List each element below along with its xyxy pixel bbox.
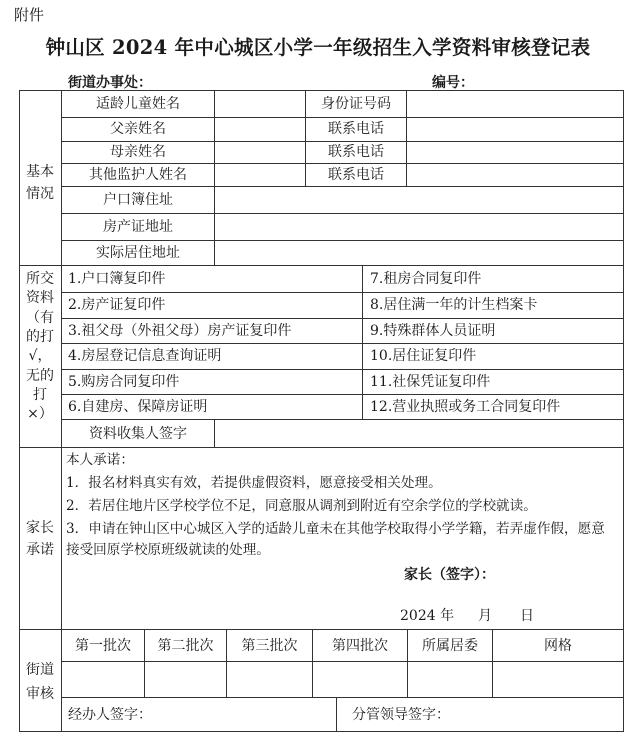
form-title: 钟山区 2024 年中心城区小学一年级招生入学资料审核登记表: [45, 36, 591, 59]
street-office-label: 街道办事处：: [68, 75, 152, 91]
child-name-label: 适龄儿童姓名: [96, 96, 180, 112]
material-item: 11.社保凭证复印件: [370, 374, 491, 390]
materials-section-label: 所交 资料 （有 的打 √， 无的 打 ×）: [26, 271, 54, 423]
guardian-name-label: 其他监护人姓名: [89, 167, 187, 183]
street-review-section-label: 街道 审核: [26, 662, 54, 702]
collector-signature-label: 资料收集人签字: [89, 426, 187, 442]
material-item: 6.自建房、保障房证明: [68, 399, 208, 415]
parent-signature-label: 家长（签字）：: [404, 567, 495, 583]
id-number-label: 身份证号码: [321, 96, 391, 112]
batch-column-header: 第一批次: [75, 638, 131, 654]
pledge-item-3: 3．申请在钟山区中心城区入学的适龄儿童未在其他学校取得小学学籍，若弄虚作假，愿意接受回原学校原班级就读的处理。: [66, 521, 605, 559]
attachment-label: 附件: [14, 6, 45, 24]
pledge-item-1: 1．报名材料真实有效，若提供虚假资料，愿意接受相关处理。: [66, 475, 442, 491]
handler-signature-label: 经办人签字：: [68, 707, 152, 723]
date-day: 日: [520, 608, 534, 624]
basic-info-section-label: 基本 情况: [26, 164, 54, 202]
father-name-label: 父亲姓名: [110, 121, 166, 137]
mother-phone-label: 联系电话: [328, 144, 384, 160]
batch-column-header: 第三批次: [241, 638, 298, 654]
guardian-phone-label: 联系电话: [328, 167, 384, 183]
material-item: 4.房屋登记信息查询证明: [68, 348, 222, 364]
material-item: 3.祖父母（外祖父母）房产证复印件: [68, 323, 292, 339]
property-address-label: 房产证地址: [103, 219, 173, 235]
hukou-address-label: 户口簿住址: [103, 192, 173, 208]
serial-number-label: 编号：: [432, 75, 474, 91]
grid-column-header: 网格: [544, 638, 572, 654]
residence-address-label: 实际居住地址: [96, 245, 180, 261]
material-item: 2.房产证复印件: [68, 297, 166, 313]
pledge-title: 本人承诺：: [66, 452, 134, 468]
batch-column-header: 第二批次: [157, 638, 214, 654]
material-item: 5.购房合同复印件: [68, 374, 180, 390]
material-item: 8.居住满一年的计生档案卡: [370, 297, 538, 313]
material-item: 1.户口簿复印件: [68, 271, 166, 287]
leader-signature-label: 分管领导签字：: [352, 707, 450, 723]
parent-pledge-section-label: 家长 承诺: [26, 520, 54, 558]
date-month: 月: [478, 608, 492, 624]
material-item: 7.租房合同复印件: [370, 271, 482, 287]
pledge-item-2: 2．若居住地片区学校学位不足，同意服从调剂到附近有空余学位的学校就读。: [66, 498, 537, 514]
date-year: 2024 年: [400, 608, 455, 624]
batch-column-header: 第四批次: [332, 638, 388, 654]
committee-column-header: 所属居委: [422, 638, 478, 654]
material-item: 10.居住证复印件: [370, 348, 477, 364]
material-item: 12.营业执照或务工合同复印件: [370, 399, 561, 415]
material-item: 9.特殊群体人员证明: [370, 323, 496, 339]
mother-name-label: 母亲姓名: [110, 144, 166, 160]
father-phone-label: 联系电话: [328, 121, 384, 137]
